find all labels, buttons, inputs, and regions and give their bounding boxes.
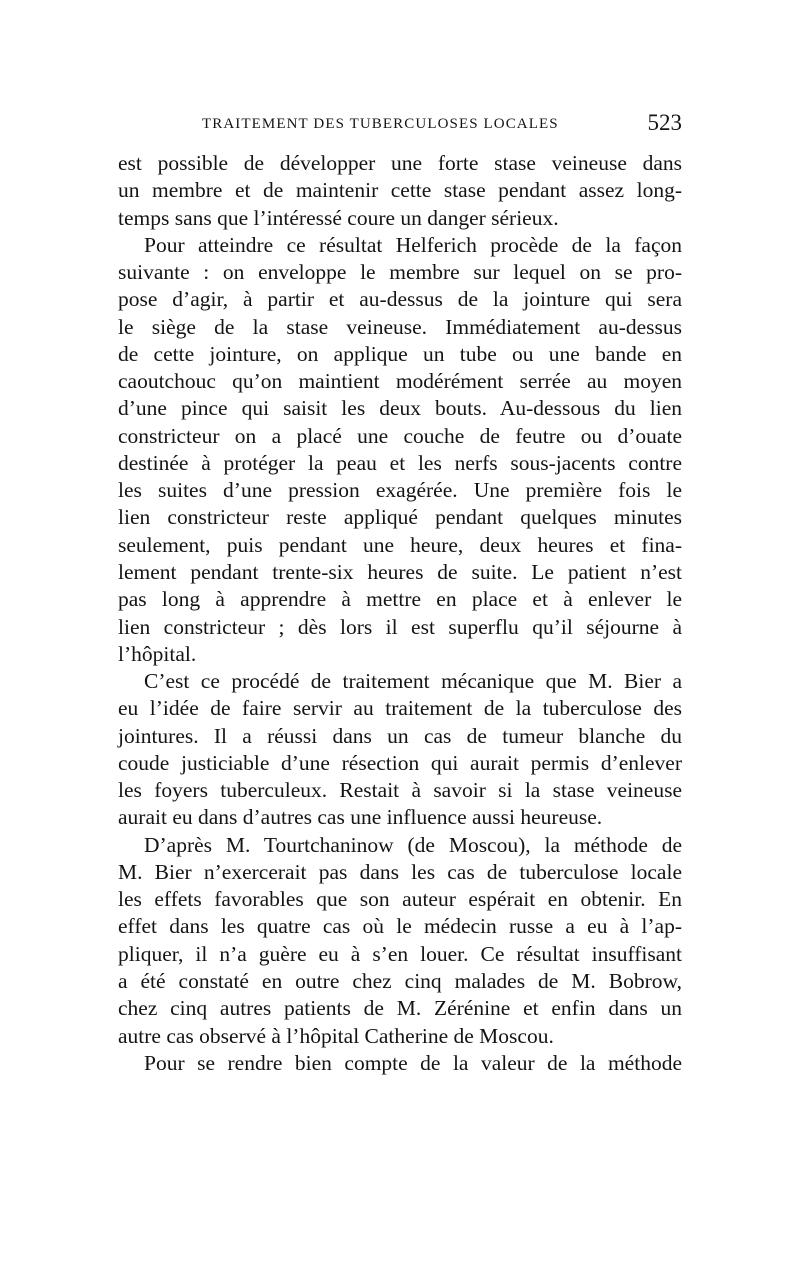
text-line: chez cinq autres patients de M. Zérénine et enfin dans un xyxy=(118,996,682,1021)
text-line: d’une pince qui saisit les deux bouts. Au-dessous du lien xyxy=(118,396,682,421)
text-line: coude justiciable d’une résection qui aurait permis d’enlever xyxy=(118,750,682,775)
text-line: les foyers tuberculeux. Restait à savoir si la stase veineuse xyxy=(118,778,682,803)
text-line: les suites d’une pression exagérée. Une première fois le xyxy=(118,478,682,503)
text-line: les effets favorables que son auteur espérait en obtenir. En xyxy=(118,887,682,912)
text-line: lement pendant trente-six heures de suite. Le patient n’est xyxy=(118,559,682,584)
text-line: le siège de la stase veineuse. Immédiatement au-dessus xyxy=(118,314,682,339)
text-line: lien constricteur ; dès lors il est superflu qu’il séjourne à xyxy=(118,614,682,639)
text-line: eu l’idée de faire servir au traitement de la tuberculose des xyxy=(118,696,682,721)
paragraph xyxy=(118,668,682,832)
body-text xyxy=(118,150,682,1077)
text-line: Pour se rendre bien compte de la valeur de la méthode xyxy=(144,1050,682,1075)
text-line: seulement, puis pendant une heure, deux heures et fina- xyxy=(118,532,682,557)
paragraph xyxy=(118,832,682,1050)
running-title: TRAITEMENT DES TUBERCULOSES LOCALES xyxy=(202,116,559,132)
text-line: pliquer, il n’a guère eu à s’en louer. Ce résultat insuffisant xyxy=(118,941,682,966)
text-line: de cette jointure, on applique un tube ou une bande en xyxy=(118,341,682,366)
paragraph xyxy=(118,232,682,668)
text-line: caoutchouc qu’on maintient modérément serrée au moyen xyxy=(118,369,682,394)
text-line: destinée à protéger la peau et les nerfs sous-jacents contre xyxy=(118,450,682,475)
text-line: un membre et de maintenir cette stase pendant assez long- xyxy=(118,178,682,203)
text-line: effet dans les quatre cas où le médecin russe a eu à l’ap- xyxy=(118,914,682,939)
text-line: lien constricteur reste appliqué pendant quelques minutes xyxy=(118,505,682,530)
text-line: autre cas observé à l’hôpital Catherine de Moscou. xyxy=(118,1023,554,1048)
text-line: aurait eu dans d’autres cas une influence aussi heureuse. xyxy=(118,805,603,830)
text-line: constricteur on a placé une couche de feutre ou d’ouate xyxy=(118,423,682,448)
text-line: C’est ce procédé de traitement mécanique que M. Bier a xyxy=(144,669,682,694)
text-line: suivante : on enveloppe le membre sur lequel on se pro- xyxy=(118,260,682,285)
text-line: M. Bier n’exercerait pas dans les cas de tuberculose locale xyxy=(118,859,682,884)
page-header xyxy=(120,110,682,140)
text-line: D’après M. Tourtchaninow (de Moscou), la méthode de xyxy=(144,832,682,857)
text-line: est possible de développer une forte stase veineuse dans xyxy=(118,151,682,175)
paragraph xyxy=(118,150,682,232)
paragraph xyxy=(118,1050,682,1077)
page-number: 523 xyxy=(647,110,682,135)
text-line: l’hôpital. xyxy=(118,641,197,666)
text-line: a été constaté en outre chez cinq malades de M. Bobrow, xyxy=(118,968,682,993)
text-line: pas long à apprendre à mettre en place et à enlever le xyxy=(118,587,682,612)
text-line: jointures. Il a réussi dans un cas de tumeur blanche du xyxy=(118,723,682,748)
text-line: Pour atteindre ce résultat Helferich procède de la façon xyxy=(144,232,682,257)
text-line: pose d’agir, à partir et au-dessus de la jointure qui sera xyxy=(118,287,682,312)
text-line: temps sans que l’intéressé coure un danger sérieux. xyxy=(118,205,559,230)
